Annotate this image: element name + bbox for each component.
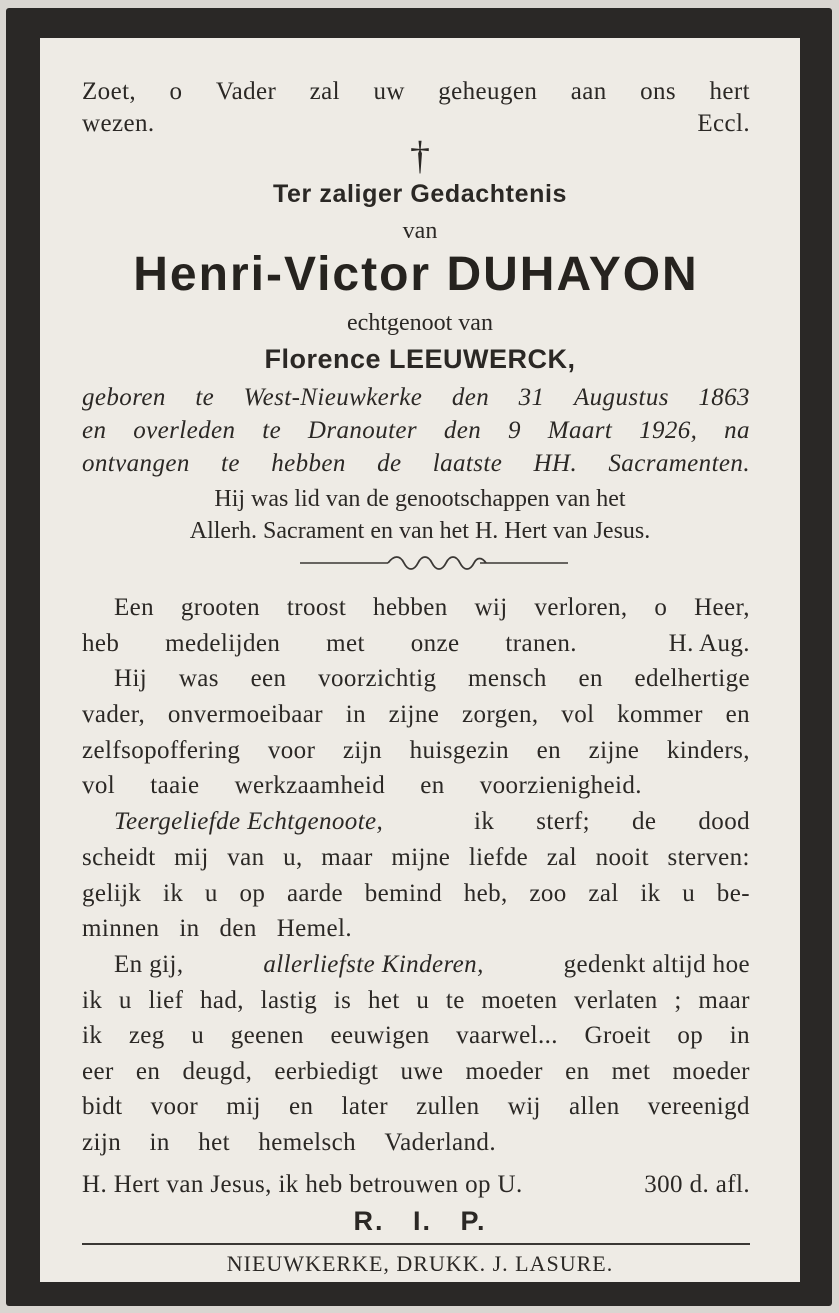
text-word: vol [561, 701, 595, 728]
text-word: moeder [465, 1058, 543, 1085]
paragraph-2-line-1 [114, 665, 750, 693]
text-word: ik [82, 1022, 103, 1049]
text-word: heb [82, 630, 120, 657]
bio-word: te [221, 450, 240, 477]
text-word: zijn [342, 737, 383, 764]
text-word: en [536, 737, 562, 764]
text-word: later [341, 1093, 388, 1120]
text-word: zal [546, 844, 578, 871]
address-children: allerliefste Kinderen, [263, 951, 484, 978]
paragraph-4-line-1 [114, 951, 750, 979]
paragraph-3-line-1-rest [474, 808, 750, 836]
bio-word: na [724, 417, 750, 444]
paragraph-4-line-6 [82, 1129, 496, 1157]
text-word: vol [82, 772, 116, 799]
text-word: ik [640, 880, 661, 907]
bio-word: overleden [133, 417, 236, 444]
bio-word: laatste [432, 450, 503, 477]
text-word: hebben [373, 594, 448, 621]
text-word: gelijk [82, 880, 142, 907]
paragraph-3-line-2 [82, 844, 750, 872]
cross-icon: † [410, 133, 430, 178]
text-word: maar [698, 987, 750, 1014]
bio-line-2 [82, 417, 750, 445]
text-word: zijne [588, 737, 640, 764]
text-word: nooit [595, 844, 649, 871]
van-label: van [402, 218, 438, 244]
text-word: in [149, 1129, 170, 1156]
text-word: zelfsopoffering [82, 737, 241, 764]
motto-word: o [169, 78, 183, 105]
bio-word: West-Nieuwkerke [243, 384, 423, 411]
text-word: grooten [180, 594, 261, 621]
bio-word: te [262, 417, 282, 444]
paragraph-4-line-2 [82, 987, 750, 1015]
bio-word: geboren [82, 384, 166, 411]
bio-word: en [82, 417, 107, 444]
paragraph-4-line-3 [82, 1022, 750, 1050]
text-word: eeuwigen [330, 1022, 430, 1049]
text-word: zal [588, 880, 619, 907]
text-word: Heer, [694, 594, 750, 621]
text-word: zoo [529, 880, 567, 907]
text-word: liefde [468, 844, 529, 871]
bio-word: den [451, 384, 490, 411]
text-word: geenen [230, 1022, 304, 1049]
bio-word: 31 [518, 384, 545, 411]
spouse-intro: echtgenoot van [347, 310, 493, 336]
text-word: u [416, 987, 430, 1014]
paragraph-2-line-4 [82, 772, 642, 800]
text-word: uwe [400, 1058, 444, 1085]
motto-word: Vader [215, 78, 277, 105]
text-word: maar [321, 844, 373, 871]
text-word: troost [286, 594, 347, 621]
text-word: met [611, 1058, 651, 1085]
text-word: in [179, 915, 200, 942]
text-word: heb, [463, 880, 508, 907]
text-word: en [135, 1058, 161, 1085]
text-word: van [227, 844, 265, 871]
paragraph-3-line-1 [114, 808, 750, 836]
text-word: een [250, 665, 287, 692]
text-word: vader, [82, 701, 146, 728]
motto-text-end: wezen. [82, 110, 155, 137]
text-word: taaie [150, 772, 200, 799]
text-word: verlaten [573, 987, 658, 1014]
text-word: eerbiedigt [274, 1058, 379, 1085]
text-word: het [198, 1129, 230, 1156]
bio-word: HH. [533, 450, 578, 477]
footer-rule [82, 1243, 750, 1245]
paragraph-1-line-1 [114, 594, 750, 622]
bio-word: den [443, 417, 482, 444]
bio-word: te [195, 384, 215, 411]
membership-line-1: Hij was lid van de genootschappen van het [214, 486, 626, 512]
text-word: Vaderland. [384, 1129, 496, 1156]
memorial-heading: Ter zaliger Gedachtenis [273, 180, 567, 208]
motto-word: Zoet, [82, 78, 137, 105]
text-word: ik [163, 880, 184, 907]
text-word: verloren, [534, 594, 628, 621]
text-word: kommer [617, 701, 703, 728]
text-word: tranen. [505, 630, 577, 657]
text-word: in [729, 1022, 750, 1049]
text-word: den [219, 915, 257, 942]
text-word: vereenigd [647, 1093, 750, 1120]
motto-word: uw [373, 78, 405, 105]
text-word: mij [226, 1093, 261, 1120]
motto-word: ons [640, 78, 677, 105]
printer-imprint: NIEUWKERKE, DRUKK. J. LASURE. [226, 1251, 614, 1276]
text-word: voorzichtig [318, 665, 437, 692]
text-word: moeder [672, 1058, 750, 1085]
paragraph-4-line-4 [82, 1058, 750, 1086]
card-content [40, 38, 800, 1282]
paragraph-1-line-2 [82, 630, 750, 658]
text-word: huisgezin [409, 737, 510, 764]
text-word: sterven: [667, 844, 750, 871]
bio-word: Augustus [573, 384, 669, 411]
text-word: sterf; [536, 808, 591, 835]
bio-word: 1926, [639, 417, 698, 444]
text-word: op [239, 880, 266, 907]
text-word: dood [698, 808, 750, 835]
text-word: voor [150, 1093, 199, 1120]
text-word: ik [474, 808, 495, 835]
text-word: kinders, [666, 737, 750, 764]
text-word: ; [674, 987, 682, 1014]
text-word: was [178, 665, 219, 692]
text-word: wij [507, 1093, 541, 1120]
deceased-name: Henri-Victor DUHAYON [133, 248, 699, 301]
text-word: allen [569, 1093, 620, 1120]
bio-line-3 [82, 450, 750, 478]
prayer-text: H. Hert van Jesus, ik heb betrouwen op U. [82, 1171, 523, 1198]
motto-word: aan [570, 78, 607, 105]
text-word: Hij [114, 665, 148, 692]
text-word: voorzienigheid. [479, 772, 642, 799]
text-word: Hemel. [276, 915, 352, 942]
membership-line-2: Allerh. Sacrament en van het H. Hert van Jesus. [189, 518, 651, 544]
text-word: zijn [82, 1129, 122, 1156]
text-word: ik [82, 987, 103, 1014]
address-wife: Teergeliefde Echtgenoote, [114, 808, 384, 835]
motto-word: geheugen [438, 78, 538, 105]
bio-word: Dranouter [307, 417, 418, 444]
text-word: mensch [468, 665, 547, 692]
text-word: met [326, 630, 365, 657]
motto-word: zal [309, 78, 340, 105]
text-word: moeten [481, 987, 558, 1014]
text-word: zeg [128, 1022, 165, 1049]
bio-word: Sacramenten. [608, 450, 750, 477]
text-word: hemelsch [258, 1129, 356, 1156]
text-word: in [345, 701, 366, 728]
memorial-card [6, 8, 832, 1306]
text-word: minnen [82, 915, 160, 942]
text-word: u [191, 1022, 205, 1049]
motto-source: Eccl. [697, 110, 750, 137]
text-word: en [578, 665, 603, 692]
bio-word: ontvangen [82, 450, 190, 477]
paragraph-4-line-5 [82, 1093, 750, 1121]
text-word: scheidt [82, 844, 156, 871]
text-word: en [565, 1058, 590, 1085]
text-word: mijne [391, 844, 451, 871]
text-word: vaarwel... [456, 1022, 558, 1049]
text-word: medelijden [165, 630, 281, 657]
ornament-divider [298, 554, 570, 572]
motto-word: hert [709, 78, 750, 105]
paragraph-3-line-4 [82, 915, 352, 943]
text-word: deugd, [182, 1058, 253, 1085]
text-word: be- [716, 880, 750, 907]
text-word: Een [114, 594, 155, 621]
text-word: het [367, 987, 400, 1014]
text-word: lief [148, 987, 184, 1014]
text-word: te [445, 987, 465, 1014]
text-word: bidt [82, 1093, 123, 1120]
text-word: wij [474, 594, 508, 621]
paragraph-2-line-2 [82, 701, 750, 729]
motto-line-1 [82, 78, 750, 106]
text-word: werkzaamheid [234, 772, 386, 799]
text-word: is [333, 987, 352, 1014]
text-word: u [682, 880, 696, 907]
text-word: Groeit [584, 1022, 651, 1049]
indulgence-note: 300 d. afl. [644, 1171, 750, 1198]
bio-word: hebben [271, 450, 346, 477]
text-word: u [118, 987, 132, 1014]
text-word: onvermoeibaar [167, 701, 324, 728]
text-word: had, [200, 987, 244, 1014]
bio-word: de [377, 450, 402, 477]
text-word: de [632, 808, 657, 835]
paragraph-2-line-3 [82, 737, 750, 765]
text-word: op [677, 1022, 704, 1049]
text-word: u, [283, 844, 303, 871]
text-word: eer [82, 1058, 114, 1085]
text-word: zijne [388, 701, 440, 728]
text-word: H. Aug. [668, 630, 750, 657]
text-word: edelhertige [634, 665, 750, 692]
text-word: aarde [286, 880, 344, 907]
text-word: zorgen, [461, 701, 539, 728]
paragraph-4-line-1-rest: gedenkt altijd hoe [563, 951, 750, 978]
bio-word: Maart [547, 417, 613, 444]
text-word: u [204, 880, 218, 907]
bio-word: 9 [508, 417, 521, 444]
rip-text: R. I. P. [353, 1206, 487, 1236]
card-paper [40, 38, 800, 1282]
text-word: voor [267, 737, 316, 764]
paragraph-3-line-3 [82, 880, 750, 908]
text-word: en [420, 772, 445, 799]
text-word: en [288, 1093, 314, 1120]
bio-word: 1863 [698, 384, 750, 411]
paragraph-4-start: En gij, [114, 951, 184, 978]
prayer-line [82, 1171, 750, 1199]
bio-line-1 [82, 384, 750, 412]
text-word: onze [410, 630, 460, 657]
text-word: lastig [260, 987, 318, 1014]
text-word: bemind [364, 880, 443, 907]
text-word: zullen [416, 1093, 480, 1120]
text-word: o [654, 594, 668, 621]
spouse-name: Florence LEEUWERCK, [264, 344, 576, 374]
text-word: mij [174, 844, 209, 871]
text-word: en [725, 701, 750, 728]
